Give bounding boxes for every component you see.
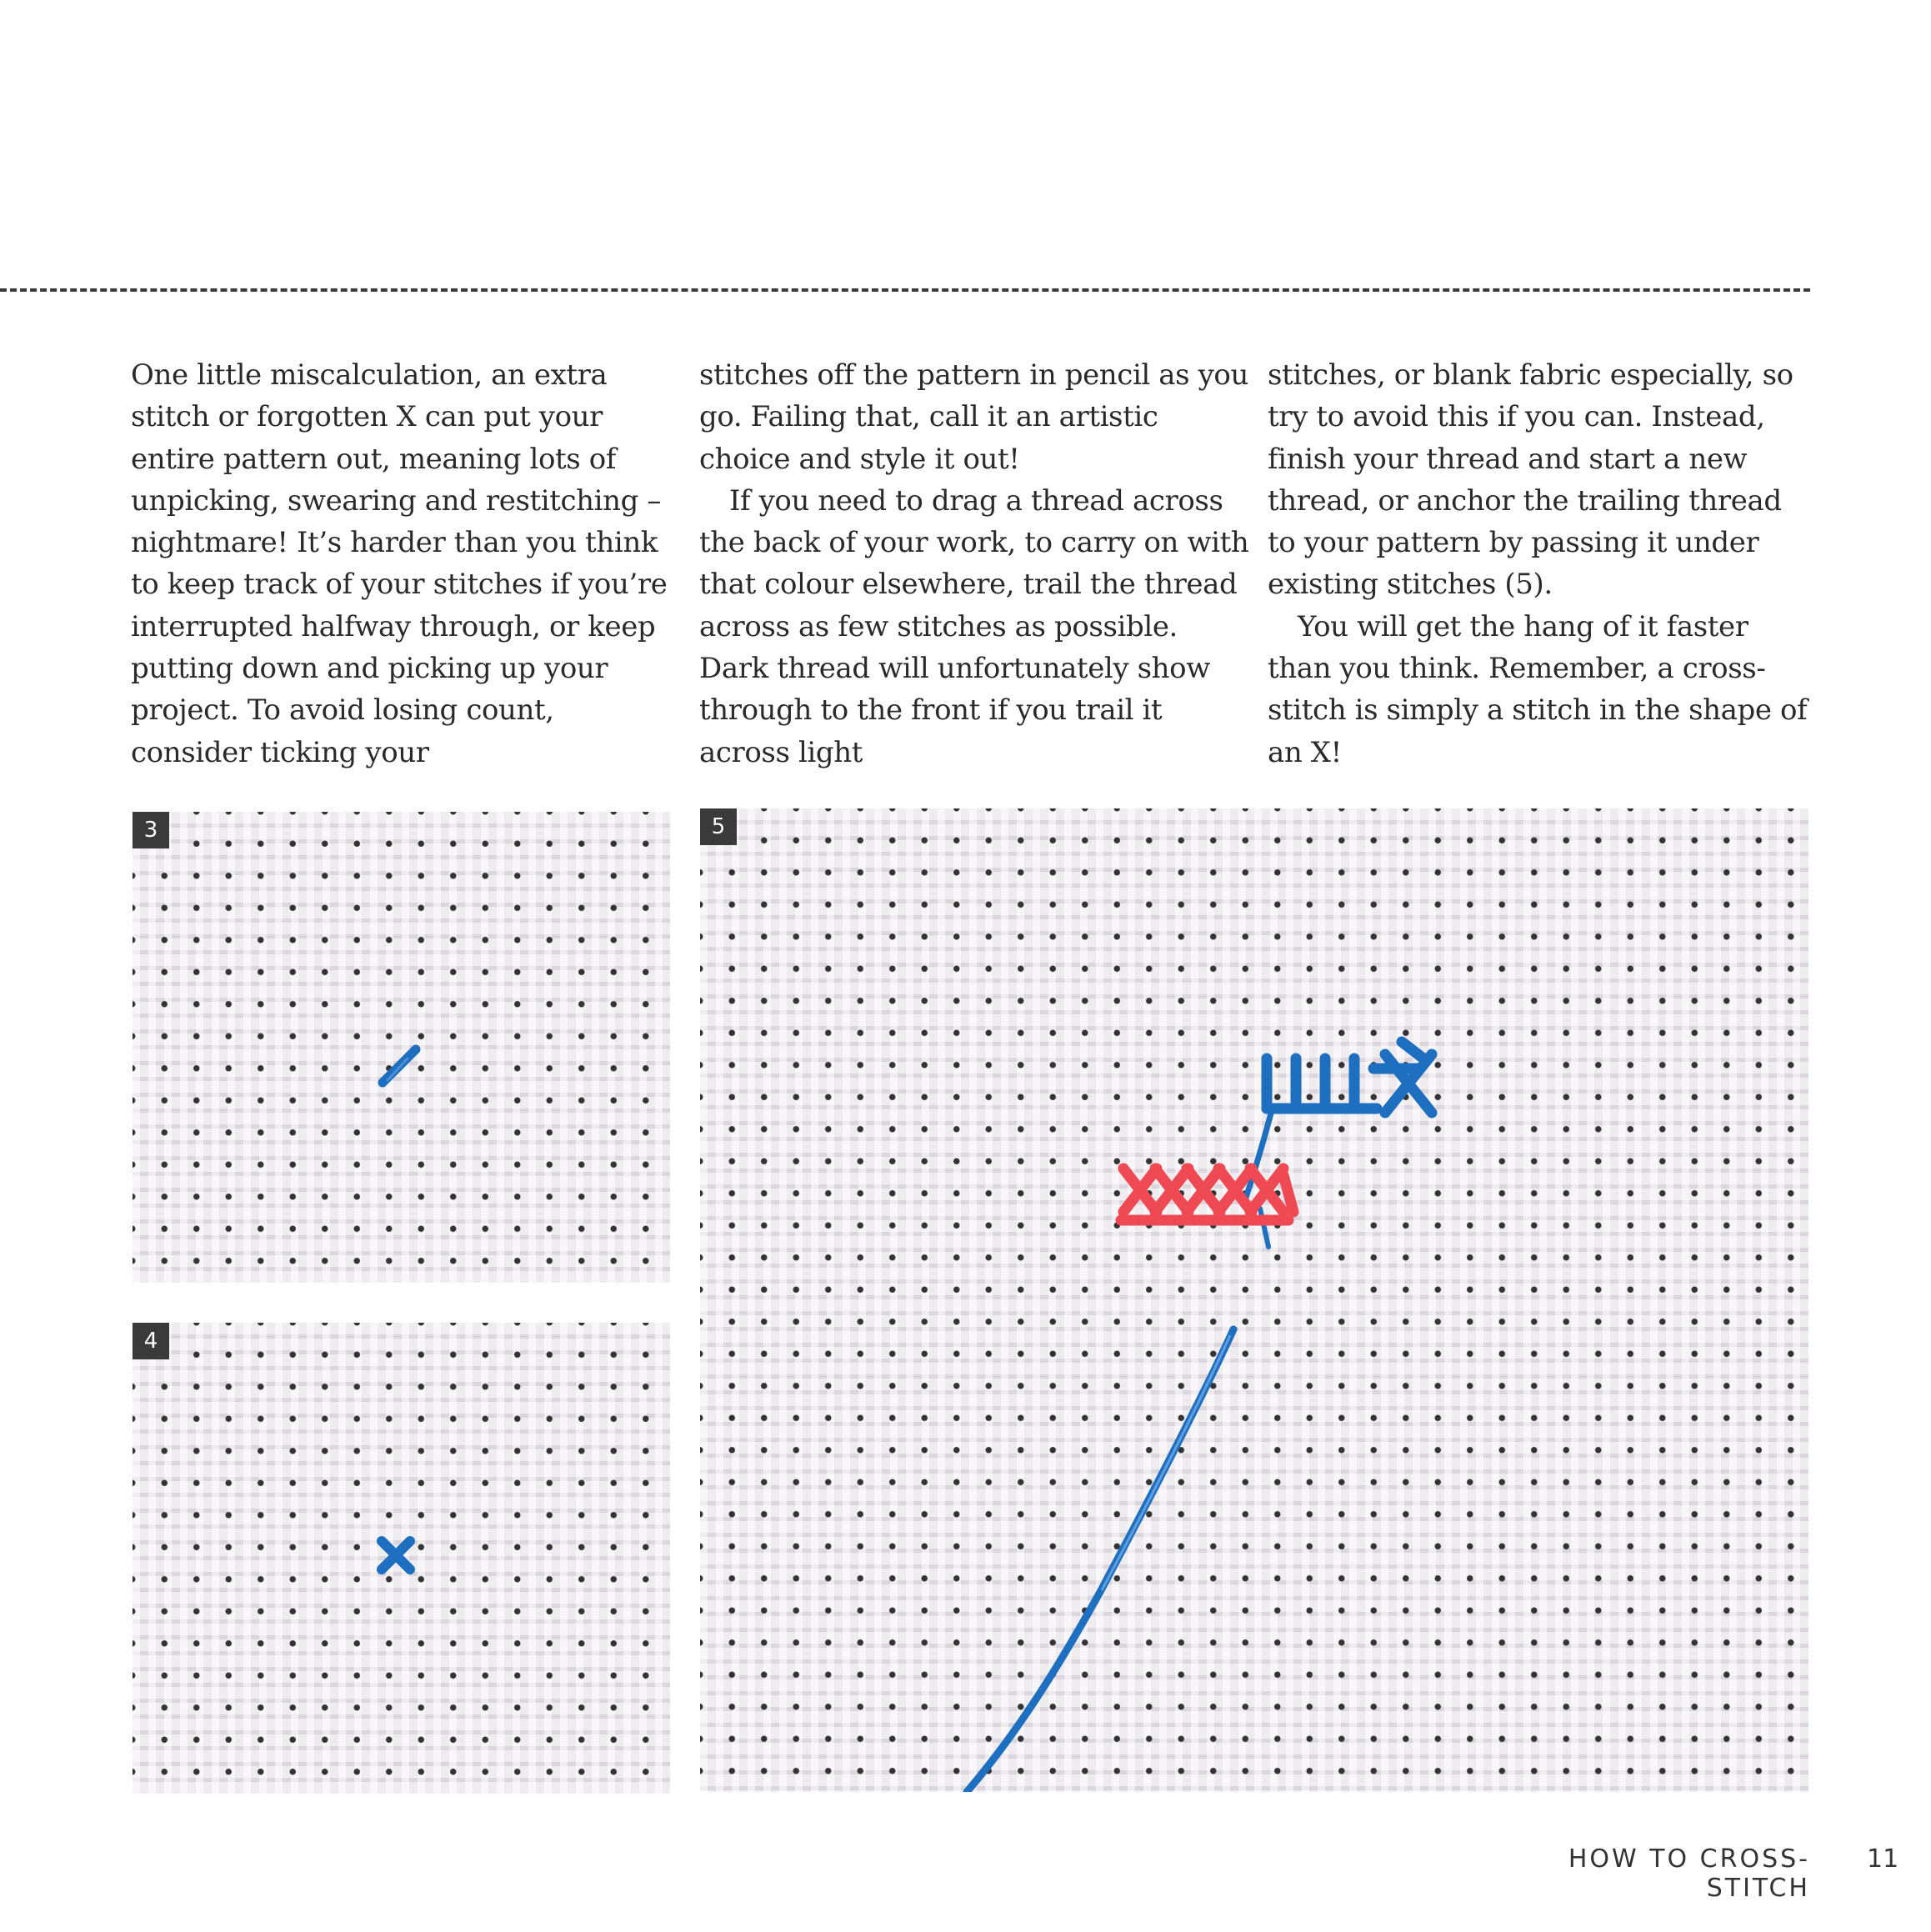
figure-3-photo: [133, 812, 670, 1283]
paragraph: stitches, or blank fabric especially, so try to avoid this if you can. Instead, finish your thread and start a new thread, or anchor the trailing thread to your pattern by passing it under existing stitches (5).: [1268, 358, 1793, 602]
figure-number-3: 3: [133, 812, 169, 848]
half-stitch-icon: [133, 812, 670, 1283]
figure-number-5: 5: [700, 808, 737, 845]
running-head: HOW TO CROSS-STITCH: [1568, 1844, 1810, 1903]
text-column-2: [699, 354, 1249, 773]
paragraph: You will get the hang of it faster than you think. Remember, a cross-stitch is simply a stitch in the shape of an X!: [1268, 609, 1808, 769]
figure-4-photo: [133, 1323, 670, 1794]
figure-number-4: 4: [133, 1323, 169, 1359]
paragraph: If you need to drag a thread across the back of your work, to carry on with that colour elsewhere, trail the thread across as few stitches as possible. Dark thread will unfortunately show through to the front if you trail it across light: [699, 483, 1249, 769]
paragraph: One little miscalculation, an extra stitch or forgotten X can put your entire pattern out, meaning lots of unpicking, swearing and restitching – nightmare! It’s harder than you think to keep track of your stitches if you’re interrupted halfway through, or keep putting down and picking up your project. To avoid losing count, consider ticking your: [131, 358, 668, 769]
stitch-rows-icon: [700, 808, 1808, 1792]
text-column-3: [1268, 354, 1818, 773]
figure-5-photo: [700, 808, 1808, 1792]
text-column-1: [131, 354, 681, 773]
dashed-divider: [0, 288, 1810, 292]
paragraph: stitches off the pattern in pencil as you go. Failing that, call it an artistic choice and style it out!: [699, 358, 1249, 476]
cross-stitch-icon: [133, 1323, 670, 1794]
page-number: 11: [1867, 1844, 1899, 1874]
